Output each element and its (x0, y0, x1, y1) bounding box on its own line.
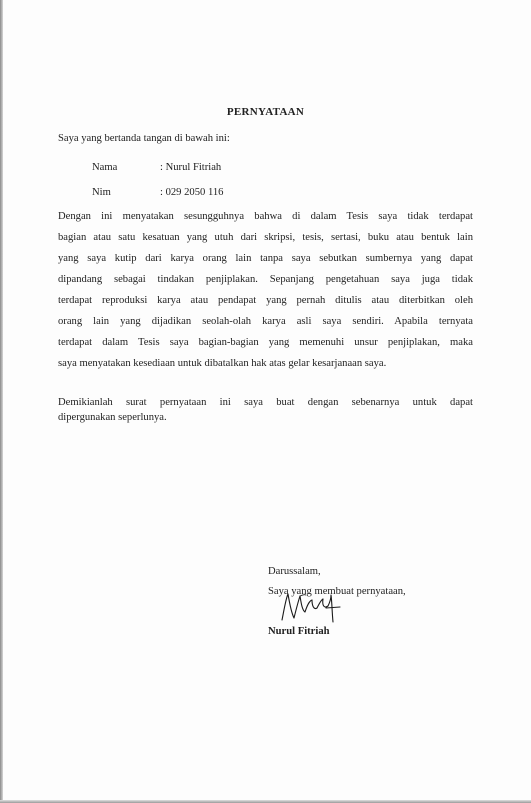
signatory-name: Nurul Fitriah (268, 626, 330, 637)
signature-place: Darussalam, (268, 566, 321, 577)
closing-line: dipergunakan seperlunya. (58, 411, 167, 423)
nim-value: : 029 2050 116 (160, 187, 224, 198)
handwritten-signature (276, 590, 356, 624)
scan-edge-left (0, 0, 3, 803)
statement-paragraph (58, 210, 473, 378)
intro-text: Saya yang bertanda tangan di bawah ini: (58, 133, 230, 144)
statement-line: Dengan ini menyatakan sesungguhnya bahwa di dalam Tesis saya tidak terdapat (58, 211, 473, 222)
statement-line: saya menyatakan kesediaan untuk dibatalkan hak atas gelar kesarjanaan saya. (58, 357, 387, 369)
closing-paragraph (58, 396, 473, 426)
statement-line: terdapat dalam Tesis saya bagian-bagian yang memenuhi unsur penjiplakan, maka (58, 336, 473, 348)
signature-role: Saya yang membuat pernyataan, (268, 586, 406, 597)
statement-line: terdapat reproduksi karya atau pendapat yang pernah ditulis atau diterbitkan oleh (58, 294, 473, 306)
nim-label: Nim (92, 187, 111, 198)
closing-line: Demikianlah surat pernyataan ini saya buat dengan sebenarnya untuk dapat (58, 397, 473, 408)
statement-line: yang saya kutip dari karya orang lain tanpa saya sebutkan sumbernya yang dapat (58, 252, 473, 264)
statement-line: bagian atau satu kesatuan yang utuh dari skripsi, tesis, sertasi, buku atau bentuk lain (58, 231, 473, 243)
name-value: : Nurul Fitriah (160, 162, 222, 173)
statement-line: orang lain yang dijadikan seolah-olah karya asli saya sendiri. Apabila ternyata (58, 315, 473, 327)
name-label: Nama (92, 162, 118, 173)
statement-line: dipandang sebagai tindakan penjiplakan. Sepanjang pengetahuan saya juga tidak (58, 273, 473, 285)
document-title: PERNYATAAN (226, 106, 305, 118)
